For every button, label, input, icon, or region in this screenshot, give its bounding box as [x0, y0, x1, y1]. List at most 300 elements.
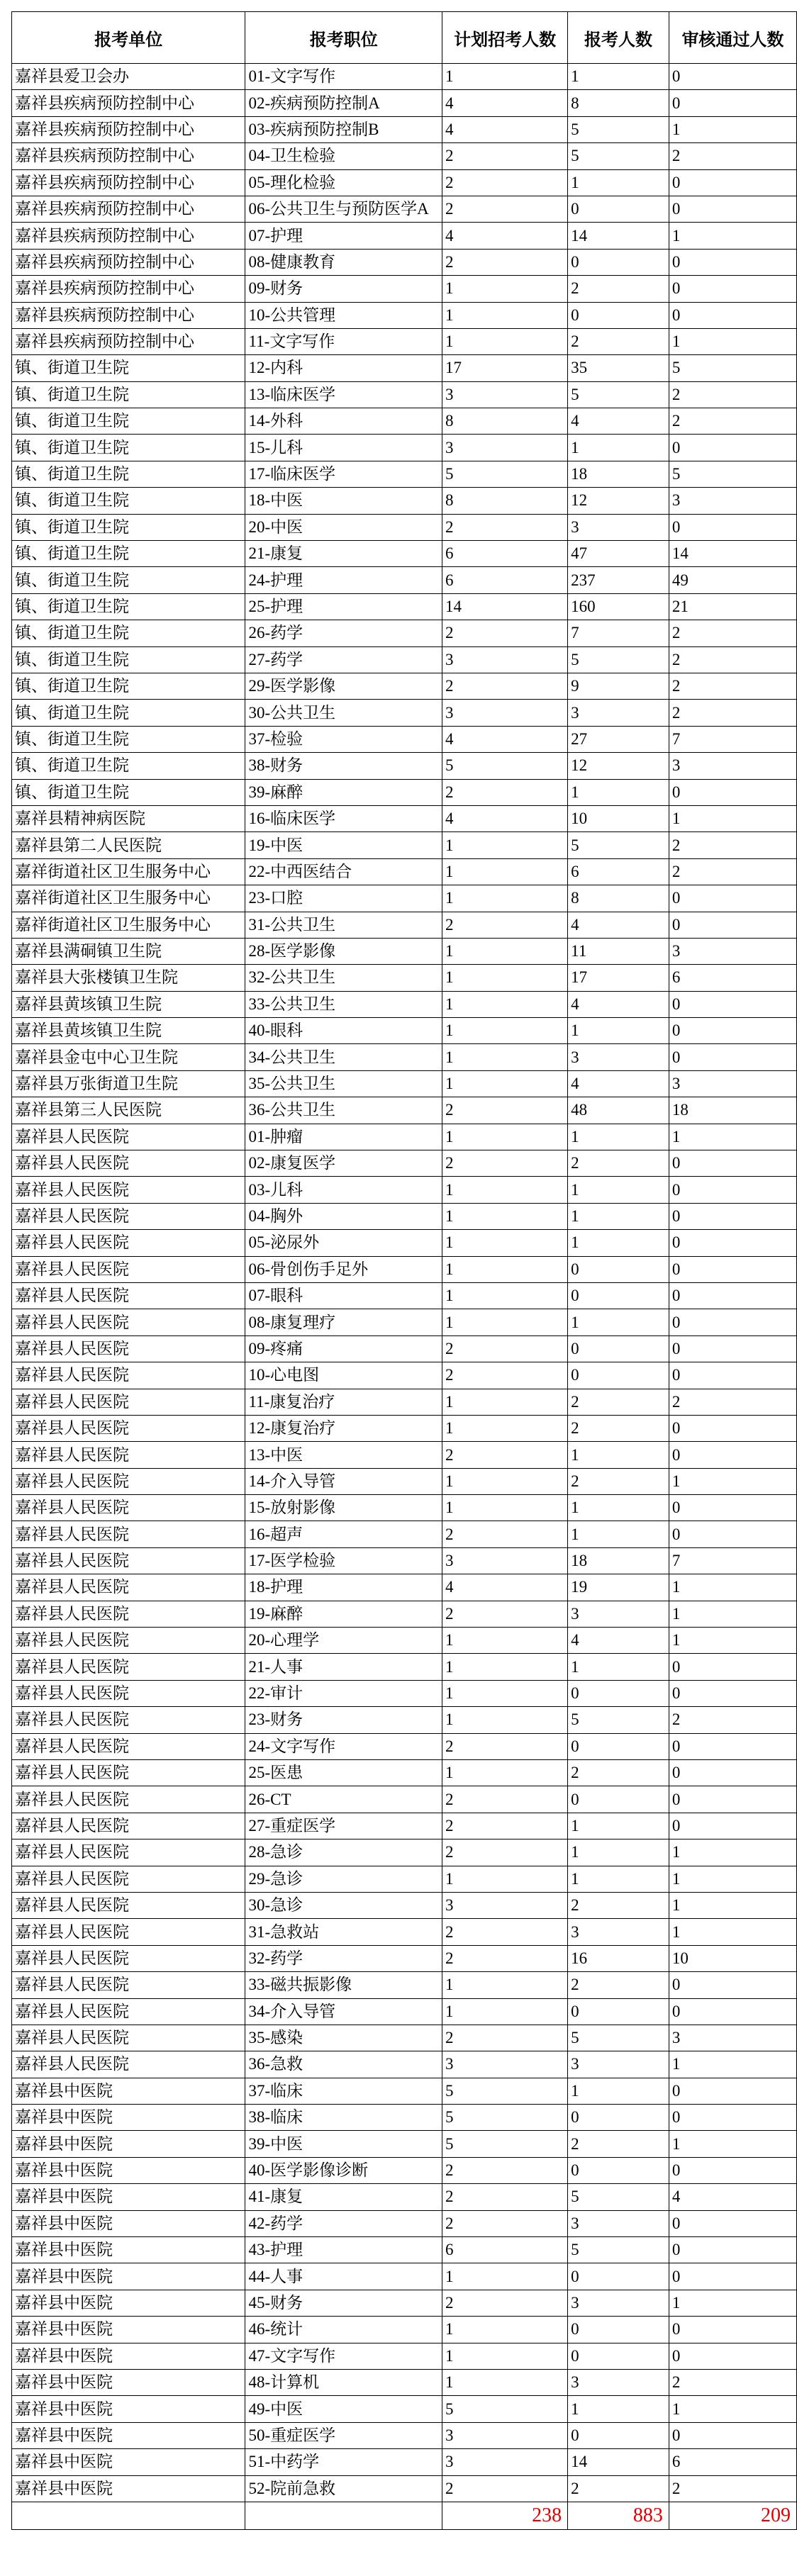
planned-cell: 1	[442, 302, 568, 328]
unit-cell: 镇、街道卫生院	[12, 461, 245, 487]
applicants-cell: 35	[568, 355, 669, 381]
position-cell: 36-急救	[245, 2051, 442, 2078]
approved-cell: 1	[669, 1866, 796, 1892]
approved-cell: 0	[669, 2078, 796, 2104]
table-row	[12, 2422, 797, 2448]
planned-cell: 2	[442, 2210, 568, 2236]
approved-cell: 1	[669, 223, 796, 249]
applicants-cell: 237	[568, 567, 669, 593]
applicants-cell: 1	[568, 1203, 669, 1229]
position-cell: 32-公共卫生	[245, 965, 442, 991]
unit-cell: 嘉祥县人民医院	[12, 1177, 245, 1203]
unit-cell: 嘉祥县人民医院	[12, 1203, 245, 1229]
approved-cell: 1	[669, 805, 796, 831]
applicants-cell: 3	[568, 2051, 669, 2078]
position-cell: 25-医患	[245, 1760, 442, 1786]
table-row	[12, 1574, 797, 1601]
approved-cell: 0	[669, 885, 796, 912]
approved-cell: 1	[669, 2051, 796, 2078]
approved-cell: 2	[669, 408, 796, 435]
position-cell: 31-急救站	[245, 1919, 442, 1945]
table-row	[12, 1945, 797, 1971]
unit-cell: 嘉祥县人民医院	[12, 1442, 245, 1468]
position-cell: 34-介入导管	[245, 1998, 442, 2025]
table-row	[12, 912, 797, 938]
position-cell: 11-康复治疗	[245, 1389, 442, 1415]
position-cell: 38-财务	[245, 753, 442, 779]
planned-cell: 2	[442, 1362, 568, 1389]
applicants-cell: 1	[568, 1495, 669, 1521]
applicants-cell: 27	[568, 726, 669, 752]
approved-cell: 2	[669, 700, 796, 726]
approved-cell: 0	[669, 1256, 796, 1282]
applicants-cell: 1	[568, 779, 669, 805]
approved-cell: 0	[669, 2237, 796, 2263]
planned-cell: 1	[442, 1415, 568, 1441]
planned-cell: 1	[442, 2317, 568, 2343]
table-row	[12, 302, 797, 328]
planned-cell: 3	[442, 1892, 568, 1918]
approved-cell: 5	[669, 355, 796, 381]
table-row	[12, 965, 797, 991]
approved-cell: 2	[669, 832, 796, 858]
applicants-cell: 1	[568, 435, 669, 461]
table-row	[12, 1998, 797, 2025]
approved-cell: 1	[669, 1628, 796, 1654]
table-row	[12, 355, 797, 381]
unit-cell: 嘉祥县第三人民医院	[12, 1097, 245, 1124]
position-cell: 16-超声	[245, 1521, 442, 1547]
approved-cell: 7	[669, 726, 796, 752]
planned-cell: 1	[442, 858, 568, 885]
planned-cell: 1	[442, 1998, 568, 2025]
approved-cell: 1	[669, 1601, 796, 1627]
position-cell: 25-护理	[245, 593, 442, 620]
position-cell: 06-骨创伤手足外	[245, 1256, 442, 1282]
planned-cell: 8	[442, 408, 568, 435]
unit-cell: 嘉祥县中医院	[12, 2263, 245, 2290]
unit-cell: 嘉祥县人民医院	[12, 1680, 245, 1706]
planned-cell: 3	[442, 700, 568, 726]
approved-cell: 2	[669, 1389, 796, 1415]
approved-cell: 3	[669, 753, 796, 779]
approved-cell: 49	[669, 567, 796, 593]
unit-cell: 嘉祥县人民医院	[12, 1256, 245, 1282]
approved-cell: 0	[669, 2105, 796, 2131]
unit-cell: 嘉祥街道社区卫生服务中心	[12, 885, 245, 912]
approved-cell: 0	[669, 169, 796, 196]
applicants-cell: 5	[568, 832, 669, 858]
planned-cell: 1	[442, 1654, 568, 1680]
table-row	[12, 408, 797, 435]
applicants-cell: 18	[568, 461, 669, 487]
unit-cell: 嘉祥县中医院	[12, 2343, 245, 2369]
approved-cell: 0	[669, 1335, 796, 1362]
planned-cell: 2	[442, 1919, 568, 1945]
approved-cell: 0	[669, 64, 796, 90]
approved-cell: 0	[669, 249, 796, 275]
unit-cell: 嘉祥县人民医院	[12, 1362, 245, 1389]
approved-cell: 0	[669, 1150, 796, 1177]
planned-cell: 5	[442, 2105, 568, 2131]
header-planned: 计划招考人数	[442, 12, 568, 64]
table-row	[12, 1707, 797, 1733]
applicants-cell: 0	[568, 1282, 669, 1309]
planned-cell: 2	[442, 2184, 568, 2210]
approved-cell: 0	[669, 1680, 796, 1706]
position-cell: 33-磁共振影像	[245, 1972, 442, 1998]
applicants-cell: 5	[568, 2025, 669, 2051]
table-row	[12, 2317, 797, 2343]
position-cell: 45-财务	[245, 2290, 442, 2316]
unit-cell: 嘉祥县人民医院	[12, 1945, 245, 1971]
approved-cell: 0	[669, 1760, 796, 1786]
unit-cell: 嘉祥县疾病预防控制中心	[12, 143, 245, 169]
position-cell: 42-药学	[245, 2210, 442, 2236]
planned-cell: 2	[442, 1601, 568, 1627]
planned-cell: 1	[442, 2343, 568, 2369]
approved-cell: 0	[669, 1998, 796, 2025]
unit-cell: 嘉祥县疾病预防控制中心	[12, 276, 245, 302]
table-row	[12, 169, 797, 196]
unit-cell: 嘉祥县人民医院	[12, 2025, 245, 2051]
position-cell: 37-临床	[245, 2078, 442, 2104]
table-row	[12, 1468, 797, 1494]
applicants-cell: 1	[568, 2396, 669, 2422]
table-row	[12, 1203, 797, 1229]
position-cell: 35-公共卫生	[245, 1070, 442, 1097]
unit-cell: 镇、街道卫生院	[12, 779, 245, 805]
position-cell: 18-中医	[245, 488, 442, 514]
position-cell: 07-眼科	[245, 1282, 442, 1309]
total-planned-cell: 238	[442, 2502, 568, 2529]
table-row	[12, 1839, 797, 1866]
applicants-cell: 2	[568, 1468, 669, 1494]
unit-cell: 嘉祥县疾病预防控制中心	[12, 90, 245, 116]
table-row	[12, 1521, 797, 1547]
planned-cell: 2	[442, 1335, 568, 1362]
approved-cell: 3	[669, 2025, 796, 2051]
approved-cell: 0	[669, 2422, 796, 2448]
approved-cell: 3	[669, 938, 796, 964]
unit-cell: 镇、街道卫生院	[12, 620, 245, 646]
position-cell: 41-康复	[245, 2184, 442, 2210]
approved-cell: 2	[669, 858, 796, 885]
position-cell: 26-药学	[245, 620, 442, 646]
applicants-cell: 19	[568, 1574, 669, 1601]
planned-cell: 2	[442, 2157, 568, 2183]
applicants-cell: 0	[568, 2105, 669, 2131]
planned-cell: 1	[442, 1230, 568, 1256]
approved-cell: 0	[669, 514, 796, 540]
approved-cell: 0	[669, 1177, 796, 1203]
position-cell: 23-口腔	[245, 885, 442, 912]
applicants-cell: 0	[568, 2317, 669, 2343]
table-row	[12, 1124, 797, 1150]
approved-cell: 7	[669, 1547, 796, 1574]
table-row	[12, 805, 797, 831]
table-row	[12, 1892, 797, 1918]
table-row	[12, 1972, 797, 1998]
table-row	[12, 1919, 797, 1945]
position-cell: 12-内科	[245, 355, 442, 381]
applicants-cell: 0	[568, 1680, 669, 1706]
table-row	[12, 620, 797, 646]
approved-cell: 1	[669, 1574, 796, 1601]
applicants-cell: 5	[568, 1707, 669, 1733]
table-row	[12, 567, 797, 593]
unit-cell: 镇、街道卫生院	[12, 514, 245, 540]
unit-cell: 嘉祥县人民医院	[12, 1521, 245, 1547]
unit-cell: 嘉祥县人民医院	[12, 1786, 245, 1813]
planned-cell: 1	[442, 1070, 568, 1097]
applicants-cell: 0	[568, 2422, 669, 2448]
approved-cell: 10	[669, 1945, 796, 1971]
applicants-cell: 2	[568, 1892, 669, 1918]
table-row	[12, 2131, 797, 2157]
table-row	[12, 1760, 797, 1786]
unit-cell: 嘉祥县人民医院	[12, 2051, 245, 2078]
unit-cell: 嘉祥县爱卫会办	[12, 64, 245, 90]
approved-cell: 0	[669, 1654, 796, 1680]
approved-cell: 0	[669, 1495, 796, 1521]
applicants-cell: 47	[568, 541, 669, 567]
unit-cell: 嘉祥县万张街道卫生院	[12, 1070, 245, 1097]
table-row	[12, 2475, 797, 2502]
unit-cell: 嘉祥县精神病医院	[12, 805, 245, 831]
planned-cell: 2	[442, 779, 568, 805]
position-cell: 10-公共管理	[245, 302, 442, 328]
unit-cell: 嘉祥县人民医院	[12, 1839, 245, 1866]
planned-cell: 1	[442, 2369, 568, 2395]
table-row	[12, 1097, 797, 1124]
applicants-cell: 1	[568, 1018, 669, 1044]
planned-cell: 1	[442, 1468, 568, 1494]
unit-cell: 镇、街道卫生院	[12, 408, 245, 435]
position-cell: 07-护理	[245, 223, 442, 249]
approved-cell: 0	[669, 196, 796, 222]
table-row	[12, 2105, 797, 2131]
table-row	[12, 673, 797, 699]
unit-cell: 嘉祥县中医院	[12, 2290, 245, 2316]
position-cell: 02-疾病预防控制A	[245, 90, 442, 116]
position-cell: 51-中药学	[245, 2449, 442, 2475]
unit-cell: 嘉祥县中医院	[12, 2157, 245, 2183]
planned-cell: 3	[442, 2422, 568, 2448]
planned-cell: 2	[442, 514, 568, 540]
planned-cell: 3	[442, 381, 568, 408]
position-cell: 03-儿科	[245, 1177, 442, 1203]
position-cell: 50-重症医学	[245, 2422, 442, 2448]
unit-cell: 嘉祥县人民医院	[12, 1495, 245, 1521]
planned-cell: 5	[442, 2396, 568, 2422]
position-cell: 31-公共卫生	[245, 912, 442, 938]
table-row	[12, 196, 797, 222]
unit-cell: 嘉祥县中医院	[12, 2105, 245, 2131]
planned-cell: 1	[442, 832, 568, 858]
table-row	[12, 461, 797, 487]
applicants-cell: 16	[568, 1945, 669, 1971]
table-row	[12, 753, 797, 779]
applicants-cell: 1	[568, 1309, 669, 1335]
unit-cell: 嘉祥县疾病预防控制中心	[12, 249, 245, 275]
planned-cell: 1	[442, 1203, 568, 1229]
applicants-cell: 11	[568, 938, 669, 964]
planned-cell: 1	[442, 1256, 568, 1282]
planned-cell: 5	[442, 2131, 568, 2157]
position-cell: 17-医学检验	[245, 1547, 442, 1574]
approved-cell: 4	[669, 2184, 796, 2210]
approved-cell: 0	[669, 2343, 796, 2369]
unit-cell: 嘉祥县满硐镇卫生院	[12, 938, 245, 964]
unit-cell: 镇、街道卫生院	[12, 381, 245, 408]
planned-cell: 2	[442, 1813, 568, 1839]
unit-cell: 嘉祥县中医院	[12, 2184, 245, 2210]
planned-cell: 2	[442, 2290, 568, 2316]
approved-cell: 0	[669, 1521, 796, 1547]
planned-cell: 1	[442, 1177, 568, 1203]
position-cell: 02-康复医学	[245, 1150, 442, 1177]
table-row	[12, 1018, 797, 1044]
position-cell: 20-中医	[245, 514, 442, 540]
planned-cell: 4	[442, 726, 568, 752]
planned-cell: 1	[442, 965, 568, 991]
applicants-cell: 5	[568, 2237, 669, 2263]
unit-cell: 嘉祥县疾病预防控制中心	[12, 223, 245, 249]
approved-cell: 0	[669, 1813, 796, 1839]
table-row	[12, 2343, 797, 2369]
unit-cell: 嘉祥县中医院	[12, 2237, 245, 2263]
total-approved-cell: 209	[669, 2502, 796, 2529]
position-cell: 15-放射影像	[245, 1495, 442, 1521]
applicants-cell: 0	[568, 2263, 669, 2290]
unit-cell: 嘉祥县人民医院	[12, 1892, 245, 1918]
planned-cell: 3	[442, 435, 568, 461]
applicants-cell: 0	[568, 1362, 669, 1389]
planned-cell: 2	[442, 1097, 568, 1124]
position-cell: 27-重症医学	[245, 1813, 442, 1839]
planned-cell: 3	[442, 1547, 568, 1574]
applicants-cell: 0	[568, 1786, 669, 1813]
totals-row	[12, 2502, 797, 2529]
position-cell: 37-检验	[245, 726, 442, 752]
applicants-cell: 48	[568, 1097, 669, 1124]
unit-cell: 嘉祥县人民医院	[12, 1124, 245, 1150]
applicants-cell: 0	[568, 1335, 669, 1362]
applicants-cell: 2	[568, 276, 669, 302]
position-cell: 34-公共卫生	[245, 1044, 442, 1070]
table-row	[12, 143, 797, 169]
total-blank-cell	[12, 2502, 245, 2529]
applicants-cell: 1	[568, 169, 669, 196]
position-cell: 39-麻醉	[245, 779, 442, 805]
table-row	[12, 2078, 797, 2104]
unit-cell: 嘉祥街道社区卫生服务中心	[12, 912, 245, 938]
applicants-cell: 5	[568, 2184, 669, 2210]
position-cell: 27-药学	[245, 646, 442, 673]
unit-cell: 嘉祥街道社区卫生服务中心	[12, 858, 245, 885]
applicants-cell: 1	[568, 64, 669, 90]
position-cell: 47-文字写作	[245, 2343, 442, 2369]
applicants-cell: 8	[568, 90, 669, 116]
approved-cell: 0	[669, 1786, 796, 1813]
unit-cell: 镇、街道卫生院	[12, 355, 245, 381]
approved-cell: 0	[669, 2157, 796, 2183]
approved-cell: 3	[669, 1070, 796, 1097]
table-row	[12, 1230, 797, 1256]
unit-cell: 嘉祥县人民医院	[12, 1335, 245, 1362]
approved-cell: 0	[669, 2210, 796, 2236]
approved-cell: 2	[669, 620, 796, 646]
unit-cell: 嘉祥县中医院	[12, 2449, 245, 2475]
table-row	[12, 2157, 797, 2183]
applicants-cell: 3	[568, 2290, 669, 2316]
applicants-cell: 1	[568, 1866, 669, 1892]
planned-cell: 17	[442, 355, 568, 381]
applicants-cell: 4	[568, 1070, 669, 1097]
approved-cell: 3	[669, 488, 796, 514]
planned-cell: 5	[442, 753, 568, 779]
table-row	[12, 938, 797, 964]
planned-cell: 6	[442, 541, 568, 567]
table-row	[12, 276, 797, 302]
planned-cell: 8	[442, 488, 568, 514]
applicants-cell: 1	[568, 1521, 669, 1547]
table-row	[12, 1813, 797, 1839]
table-row	[12, 832, 797, 858]
unit-cell: 嘉祥县中医院	[12, 2078, 245, 2104]
approved-cell: 1	[669, 116, 796, 142]
table-row	[12, 991, 797, 1017]
applicants-cell: 2	[568, 1760, 669, 1786]
table-row	[12, 435, 797, 461]
position-cell: 28-急诊	[245, 1839, 442, 1866]
approved-cell: 1	[669, 1468, 796, 1494]
applicants-cell: 10	[568, 805, 669, 831]
approved-cell: 1	[669, 328, 796, 354]
table-row	[12, 1415, 797, 1441]
planned-cell: 1	[442, 938, 568, 964]
table-row	[12, 885, 797, 912]
header-applicants: 报考人数	[568, 12, 669, 64]
position-cell: 28-医学影像	[245, 938, 442, 964]
approved-cell: 0	[669, 1415, 796, 1441]
approved-cell: 5	[669, 461, 796, 487]
planned-cell: 1	[442, 1309, 568, 1335]
approved-cell: 0	[669, 1044, 796, 1070]
approved-cell: 2	[669, 1707, 796, 1733]
unit-cell: 镇、街道卫生院	[12, 726, 245, 752]
planned-cell: 1	[442, 1389, 568, 1415]
approved-cell: 0	[669, 779, 796, 805]
table-row	[12, 1362, 797, 1389]
planned-cell: 4	[442, 116, 568, 142]
position-cell: 03-疾病预防控制B	[245, 116, 442, 142]
planned-cell: 2	[442, 143, 568, 169]
unit-cell: 嘉祥县中医院	[12, 2131, 245, 2157]
applicants-cell: 0	[568, 302, 669, 328]
applicants-cell: 0	[568, 2157, 669, 2183]
table-row	[12, 2369, 797, 2395]
approved-cell: 2	[669, 381, 796, 408]
approved-cell: 2	[669, 673, 796, 699]
position-cell: 01-文字写作	[245, 64, 442, 90]
planned-cell: 2	[442, 169, 568, 196]
approved-cell: 0	[669, 276, 796, 302]
table-row	[12, 514, 797, 540]
planned-cell: 1	[442, 991, 568, 1017]
position-cell: 23-财务	[245, 1707, 442, 1733]
